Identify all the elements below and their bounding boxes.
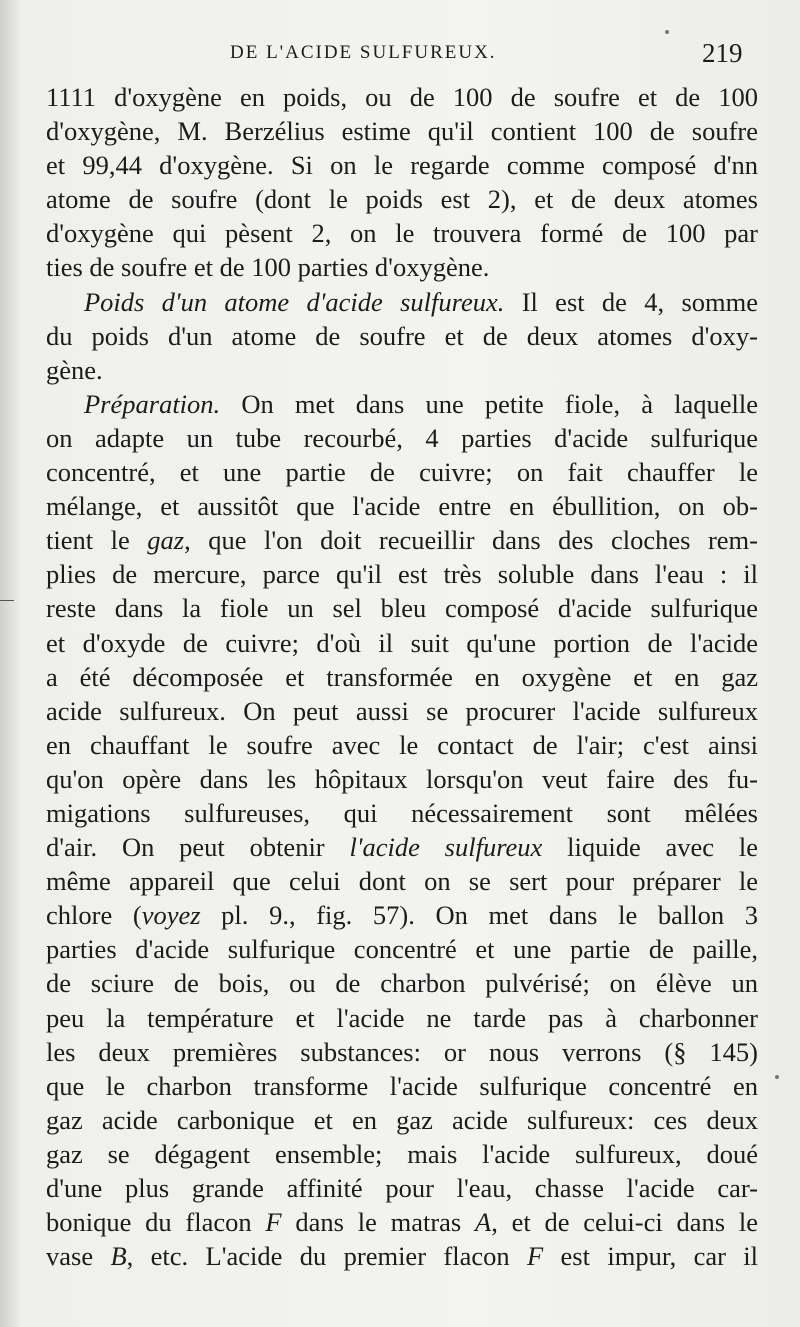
text-line — [46, 1069, 758, 1103]
text-line — [46, 80, 758, 114]
text-segment: chlore ( — [46, 900, 142, 931]
text-segment: , etc. L'acide du premier flacon — [126, 1241, 527, 1272]
text-line — [46, 796, 758, 830]
text-line — [46, 1103, 758, 1137]
text-line — [46, 1137, 758, 1171]
text-segment: ties de soufre et de 100 parties d'oxygène. — [46, 252, 490, 283]
text-segment: mélange, et aussitôt que l'acide entre en ébullition, on ob- — [46, 491, 758, 522]
italic-text: voyez — [141, 900, 201, 931]
text-line — [46, 728, 758, 762]
text-segment: que le charbon transforme l'acide sulfurique concentré en — [46, 1070, 758, 1101]
ink-speck — [665, 30, 669, 34]
text-line — [46, 694, 758, 728]
text-segment: On met dans une petite fiole, à laquelle — [220, 388, 758, 419]
text-segment: reste dans la fiole un sel bleu composé d'acide sulfurique — [46, 593, 758, 624]
text-line — [46, 626, 758, 660]
text-line — [46, 148, 758, 182]
ink-speck — [775, 1075, 779, 1079]
text-segment: atome de soufre (dont le poids est 2), et de deux atomes — [46, 184, 758, 215]
text-segment: en chauffant le soufre avec le contact de l'air; c'est ainsi — [46, 729, 758, 760]
italic-text: gaz — [147, 525, 185, 556]
text-segment: de sciure de bois, ou de charbon pulvérisé; on élève un — [46, 968, 758, 999]
text-segment: acide sulfureux. On peut aussi se procurer l'acide sulfureux — [46, 695, 758, 726]
text-line — [46, 353, 758, 387]
text-segment: et d'oxyde de cuivre; d'où il suit qu'une portion de l'acide — [46, 627, 758, 658]
text-line — [46, 660, 758, 694]
italic-text: F — [265, 1207, 282, 1238]
text-line — [46, 1239, 758, 1273]
text-segment: du poids d'un atome de soufre et de deux atomes d'oxy- — [46, 320, 758, 351]
text-line — [46, 762, 758, 796]
text-segment: 1111 d'oxygène en poids, ou de 100 de soufre et de 100 — [46, 82, 758, 112]
text-segment: d'air. On peut obtenir — [46, 832, 350, 863]
italic-text: Poids d'un atome d'acide sulfureux. — [84, 286, 505, 317]
body-text — [46, 80, 758, 1273]
text-segment: les deux premières substances: or nous verrons (§ 145) — [46, 1036, 758, 1067]
text-segment: , que l'on doit recueillir dans des cloches rem- — [184, 525, 758, 556]
text-segment: on adapte un tube recourbé, 4 parties d'acide sulfurique — [46, 422, 758, 453]
text-line — [46, 1001, 758, 1035]
text-segment: plies de mercure, parce qu'il est très soluble dans l'eau : il — [46, 559, 758, 590]
text-line — [46, 1171, 758, 1205]
text-line — [46, 1205, 758, 1239]
text-segment: dans le matras — [281, 1207, 476, 1238]
italic-text: A — [475, 1207, 492, 1238]
text-segment: a été décomposée et transformée en oxygène et en gaz — [46, 661, 758, 692]
italic-text: Préparation. — [84, 388, 221, 419]
text-segment: d'oxygène, M. Berzélius estime qu'il contient 100 de soufre — [46, 116, 758, 147]
text-segment: migations sulfureuses, qui nécessairement sont mêlées — [46, 797, 758, 828]
text-segment: et 99,44 d'oxygène. Si on le regarde comme composé d'nn — [46, 150, 758, 181]
text-segment: d'une plus grande affinité pour l'eau, chasse l'acide car- — [46, 1173, 758, 1203]
margin-mark — [0, 600, 14, 601]
text-line — [46, 114, 758, 148]
italic-text: l'acide sulfureux — [349, 832, 543, 863]
italic-text: F — [526, 1241, 544, 1272]
text-line — [46, 591, 758, 625]
text-line — [46, 421, 758, 455]
text-segment: liquide avec le — [542, 832, 758, 863]
text-line — [46, 216, 758, 250]
italic-text: B — [110, 1241, 127, 1272]
page-header — [0, 38, 800, 78]
text-line — [46, 387, 758, 421]
page-number: 219 — [702, 38, 743, 68]
text-segment: gène. — [46, 354, 103, 385]
text-segment: pl. 9., fig. 57). On met dans le ballon 3 — [200, 900, 758, 931]
text-segment: est impur, car il — [543, 1241, 759, 1272]
text-segment: gaz se dégagent ensemble; mais l'acide sulfureux, doué — [46, 1138, 758, 1169]
text-segment: d'oxygène qui pèsent 2, on le trouvera formé de 100 par — [46, 218, 758, 249]
running-head: DE L'ACIDE SULFUREUX. — [230, 42, 497, 63]
text-segment: même appareil que celui dont on se sert pour préparer le — [46, 866, 758, 897]
text-segment: concentré, et une partie de cuivre; on fait chauffer le — [46, 457, 758, 488]
text-line — [46, 182, 758, 216]
text-line — [46, 966, 758, 1000]
text-segment: parties d'acide sulfurique concentré et une partie de paille, — [46, 934, 758, 965]
text-line — [46, 489, 758, 523]
text-segment: bonique du flacon — [46, 1207, 266, 1238]
text-segment: peu la température et l'acide ne tarde pas à charbonner — [46, 1002, 758, 1033]
text-line — [46, 864, 758, 898]
text-segment: tient le — [46, 525, 148, 556]
text-line — [46, 1035, 758, 1069]
text-segment: vase — [46, 1241, 111, 1272]
text-segment: gaz acide carbonique et en gaz acide sulfureux: ces deux — [46, 1104, 758, 1135]
text-line — [46, 523, 758, 557]
text-line — [46, 250, 758, 284]
text-segment: Il est de 4, somme — [504, 286, 758, 317]
text-line — [46, 898, 758, 932]
text-line — [46, 830, 758, 864]
text-line — [46, 455, 758, 489]
text-segment: , et de celui-ci dans le — [491, 1207, 758, 1238]
text-segment: qu'on opère dans les hôpitaux lorsqu'on veut faire des fu- — [46, 763, 758, 794]
text-line — [46, 557, 758, 591]
text-line — [46, 285, 758, 319]
text-line — [46, 932, 758, 966]
text-line — [46, 319, 758, 353]
